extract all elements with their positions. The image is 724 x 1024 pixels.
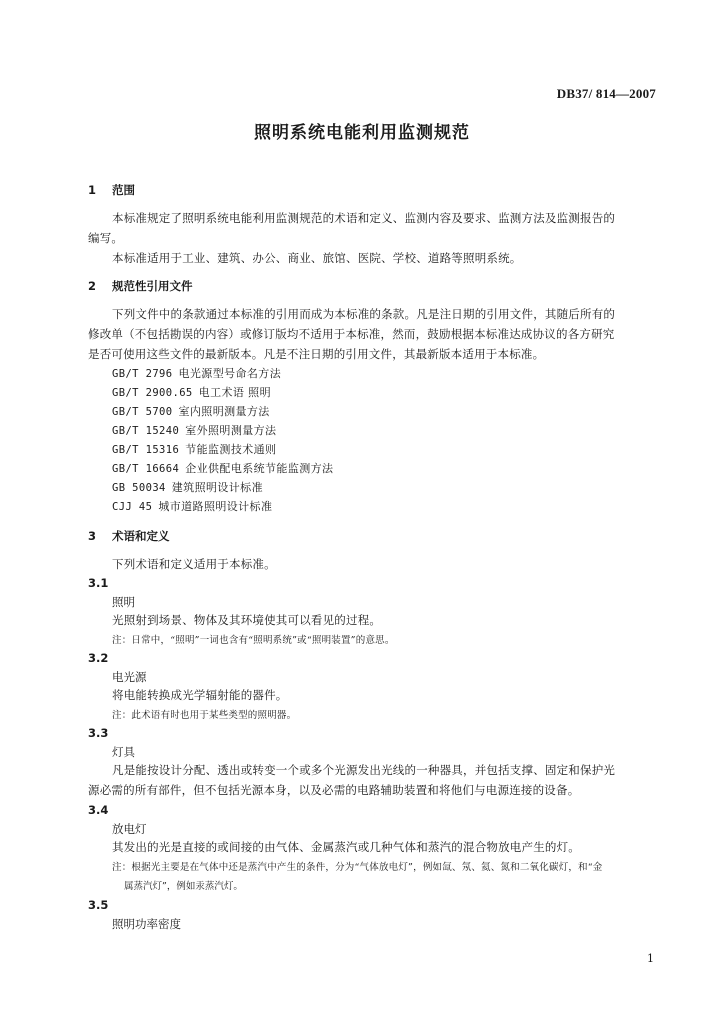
term-note: 注：日常中，“照明”一词也含有“照明系统”或“照明装置”的意思。 (112, 635, 395, 646)
reference-code: CJJ 45 (112, 501, 153, 513)
term-number: 3.4 (88, 803, 109, 817)
term-definition: 凡是能按设计分配、透出或转变一个或多个光源发出光线的一种器具，并包括支撑、固定和保护光 (112, 763, 616, 777)
reference-item (112, 422, 276, 438)
section-number: 2 (88, 279, 97, 293)
term-definition: 将电能转换成光学辐射能的器件。 (112, 688, 288, 702)
reference-code: GB 50034 (112, 482, 166, 494)
reference-name: 城市道路照明设计标准 (158, 500, 273, 513)
paragraph: 是否可使用这些文件的最新版本。凡是不注日期的引用文件，其最新版本适用于本标准。 (88, 347, 545, 361)
reference-code: GB/T 5700 (112, 406, 173, 418)
section-1-heading (88, 182, 135, 198)
reference-item (112, 441, 276, 457)
reference-code: GB/T 16664 (112, 463, 180, 475)
paragraph: 编写。 (88, 231, 124, 245)
paragraph: 修改单（不包括勘误的内容）或修订版均不适用于本标准，然而，鼓励根据本标准达成协议的各方研究 (88, 327, 615, 341)
reference-item (112, 365, 281, 381)
paragraph: 下列术语和定义适用于本标准。 (112, 557, 276, 571)
term-number: 3.2 (88, 651, 109, 665)
reference-code: GB/T 15240 (112, 425, 180, 437)
reference-code: GB/T 15316 (112, 444, 180, 456)
term-name: 放电灯 (112, 822, 147, 836)
reference-name: 建筑照明设计标准 (171, 481, 263, 494)
reference-name: 电光源型号命名方法 (178, 367, 282, 380)
term-note: 属蒸汽灯”，例如汞蒸汽灯。 (124, 881, 243, 892)
reference-item (112, 403, 270, 419)
section-3-heading (88, 528, 170, 544)
reference-name: 节能监测技术通则 (185, 443, 277, 456)
reference-code: GB/T 2796 (112, 368, 173, 380)
term-note: 注：此术语有时也用于某些类型的照明器。 (112, 710, 297, 721)
reference-code: GB/T 2900.65 (112, 387, 193, 399)
section-title: 规范性引用文件 (112, 279, 193, 293)
reference-item (112, 498, 272, 514)
section-title: 术语和定义 (112, 529, 170, 543)
term-name: 照明 (112, 595, 135, 609)
section-2-heading (88, 278, 193, 294)
reference-item (112, 479, 263, 495)
section-number: 1 (88, 183, 97, 197)
term-note: 注：根据光主要是在气体中还是蒸汽中产生的条件，分为“气体放电灯”，例如氙、氖、氦、氮和二氧化碳灯，和“金 (112, 862, 603, 873)
term-definition: 源必需的所有部件，但不包括光源本身，以及必需的电路辅助装置和将他们与电源连接的设备。 (88, 783, 580, 797)
paragraph: 下列文件中的条款通过本标准的引用而成为本标准的条款。凡是注日期的引用文件，其随后所有的 (112, 307, 616, 321)
section-title: 范围 (112, 183, 135, 197)
term-number: 3.3 (88, 726, 109, 740)
paragraph: 本标准适用于工业、建筑、办公、商业、旅馆、医院、学校、道路等照明系统。 (112, 251, 522, 265)
term-definition: 其发出的光是直接的或间接的由气体、金属蒸汽或几种气体和蒸汽的混合物放电产生的灯。 (112, 840, 580, 854)
reference-name: 室外照明测量方法 (185, 424, 277, 437)
reference-name: 室内照明测量方法 (178, 405, 270, 418)
reference-item (112, 384, 271, 400)
document-title: 照明系统电能利用监测规范 (254, 123, 470, 143)
paragraph: 本标准规定了照明系统电能利用监测规范的术语和定义、监测内容及要求、监测方法及监测报告的 (112, 211, 616, 225)
term-number: 3.5 (88, 898, 109, 912)
term-name: 照明功率密度 (112, 917, 181, 931)
reference-name: 电工术语 照明 (198, 386, 271, 399)
term-definition: 光照射到场景、物体及其环境使其可以看见的过程。 (112, 613, 382, 627)
section-number: 3 (88, 529, 97, 543)
document-number: DB37/ 814—2007 (556, 86, 656, 101)
reference-item (112, 460, 333, 476)
reference-name: 企业供配电系统节能监测方法 (185, 462, 334, 475)
term-name: 电光源 (112, 670, 147, 684)
page-number: 1 (647, 952, 654, 965)
term-name: 灯具 (112, 745, 135, 759)
term-number: 3.1 (88, 576, 109, 590)
